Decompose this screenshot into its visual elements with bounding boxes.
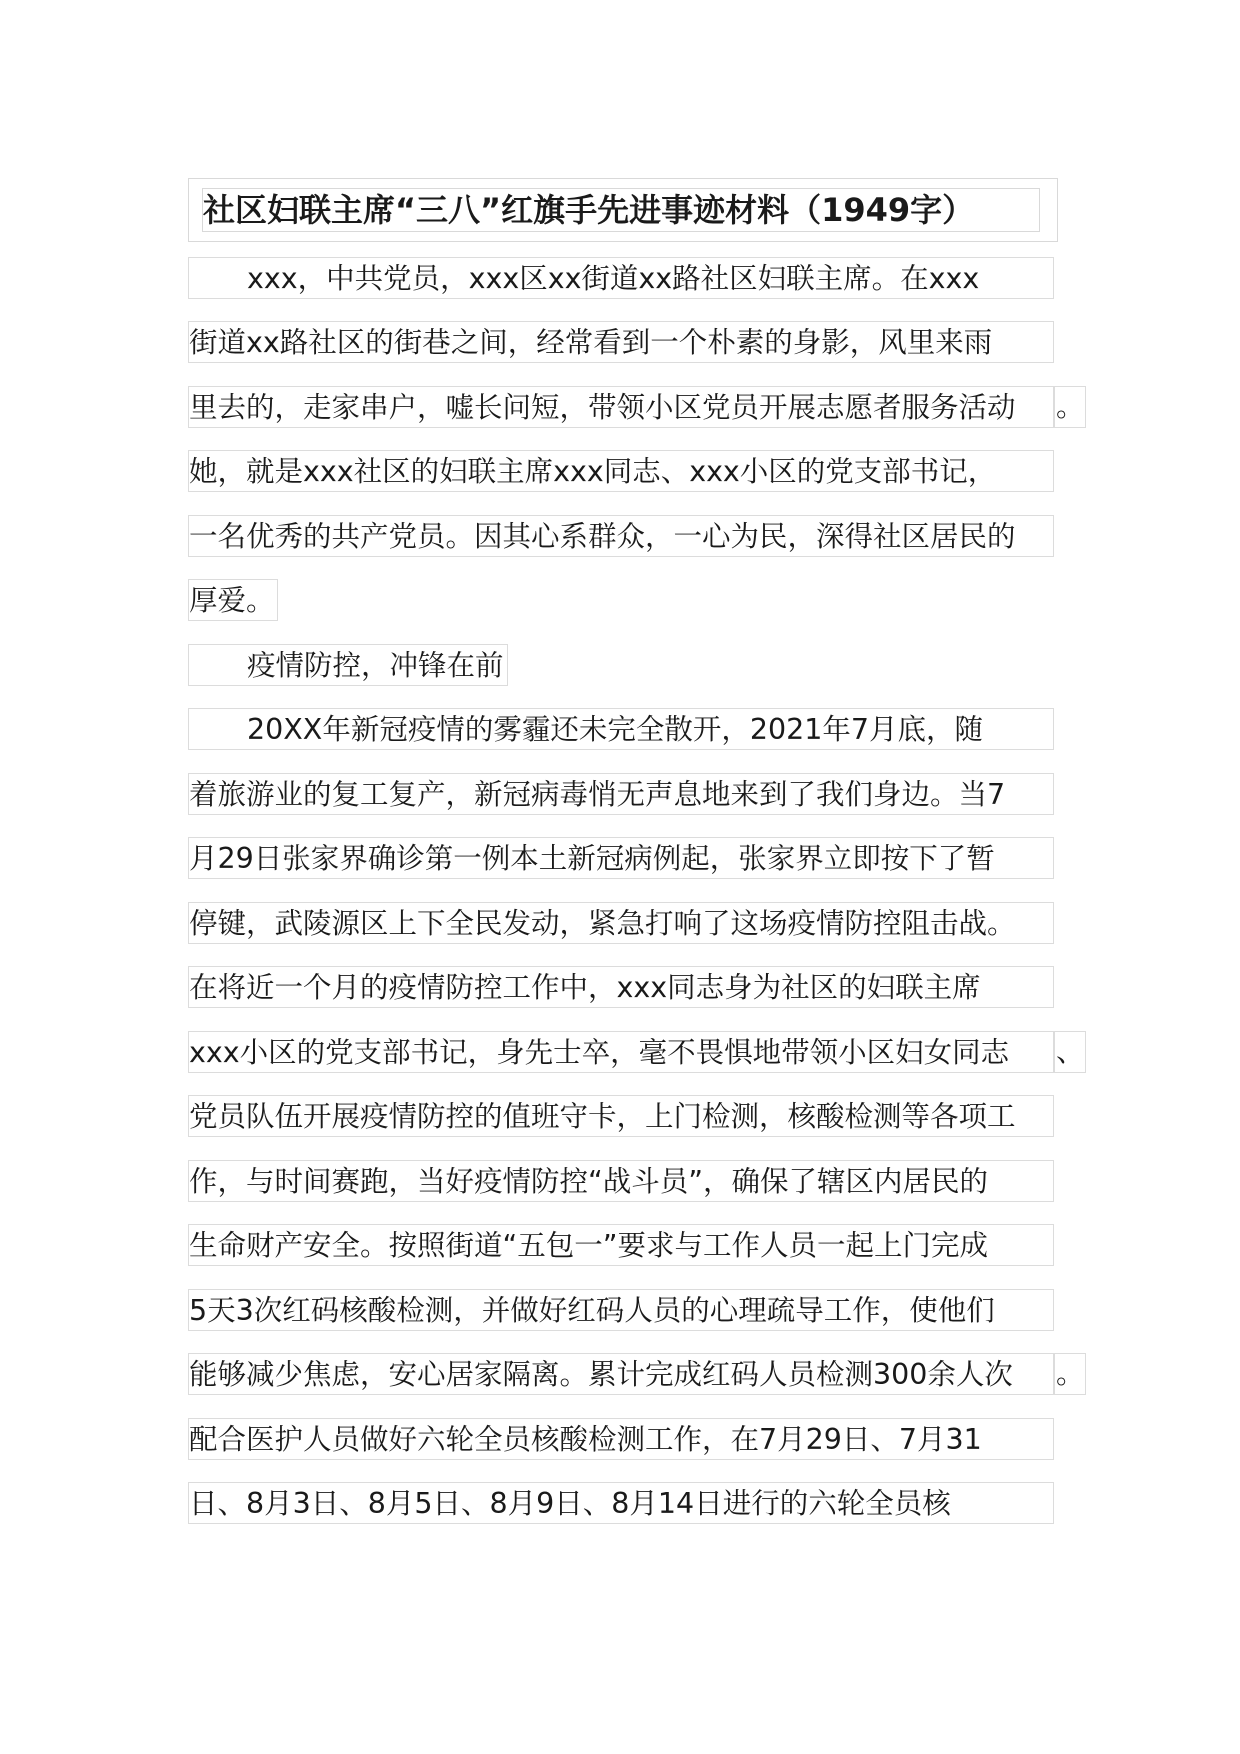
body-line-8: 20XX年新冠疫情的雾霾还未完全散开，2021年7月底，随: [188, 708, 1054, 750]
body-line-5: 一名优秀的共产党员。因其心系群众，一心为民，深得社区居民的: [188, 515, 1054, 557]
body-line-16: 生命财产安全。按照街道“五包一”要求与工作人员一起上门完成: [188, 1224, 1054, 1266]
body-line-19: 配合医护人员做好六轮全员核酸检测工作，在7月29日、7月31: [188, 1418, 1054, 1460]
body-line-12: 在将近一个月的疫情防控工作中，xxx同志身为社区的妇联主席: [188, 966, 1054, 1008]
document-title: 社区妇联主席“三八”红旗手先进事迹材料（1949字）: [203, 191, 975, 229]
body-line-15: 作，与时间赛跑，当好疫情防控“战斗员”，确保了辖区内居民的: [188, 1160, 1054, 1202]
body-line-10: 月29日张家界确诊第一例本土新冠病例起，张家界立即按下了暂: [188, 837, 1054, 879]
body-line-13: xxx小区的党支部书记，身先士卒，毫不畏惧地带领小区妇女同志: [188, 1031, 1054, 1073]
body-line-1: xxx，中共党员，xxx区xx街道xx路社区妇联主席。在xxx: [188, 257, 1054, 299]
body-line-2: 街道xx路社区的街巷之间，经常看到一个朴素的身影，风里来雨: [188, 321, 1054, 363]
overflow-char-13: 、: [1056, 1035, 1085, 1068]
body-line-20: 日、8月3日、8月5日、8月9日、8月14日进行的六轮全员核: [188, 1482, 1054, 1524]
overflow-char-18: 。: [1056, 1357, 1085, 1390]
body-line-9: 着旅游业的复工复产，新冠病毒悄无声息地来到了我们身边。当7: [188, 773, 1054, 815]
section-heading: 疫情防控，冲锋在前: [188, 644, 508, 686]
body-line-14: 党员队伍开展疫情防控的值班守卡，上门检测，核酸检测等各项工: [188, 1095, 1054, 1137]
body-line-17: 5天3次红码核酸检测，并做好红码人员的心理疏导工作，使他们: [188, 1289, 1054, 1331]
body-line-18: 能够减少焦虑，安心居家隔离。累计完成红码人员检测300余人次: [188, 1353, 1054, 1395]
body-line-3: 里去的，走家串户，嘘长问短，带领小区党员开展志愿者服务活动: [188, 386, 1054, 428]
body-line-6: 厚爱。: [188, 579, 278, 621]
overflow-char-3: 。: [1056, 390, 1085, 423]
body-line-11: 停键，武陵源区上下全民发动，紧急打响了这场疫情防控阻击战。: [188, 902, 1054, 944]
body-line-4: 她，就是xxx社区的妇联主席xxx同志、xxx小区的党支部书记，: [188, 450, 1054, 492]
